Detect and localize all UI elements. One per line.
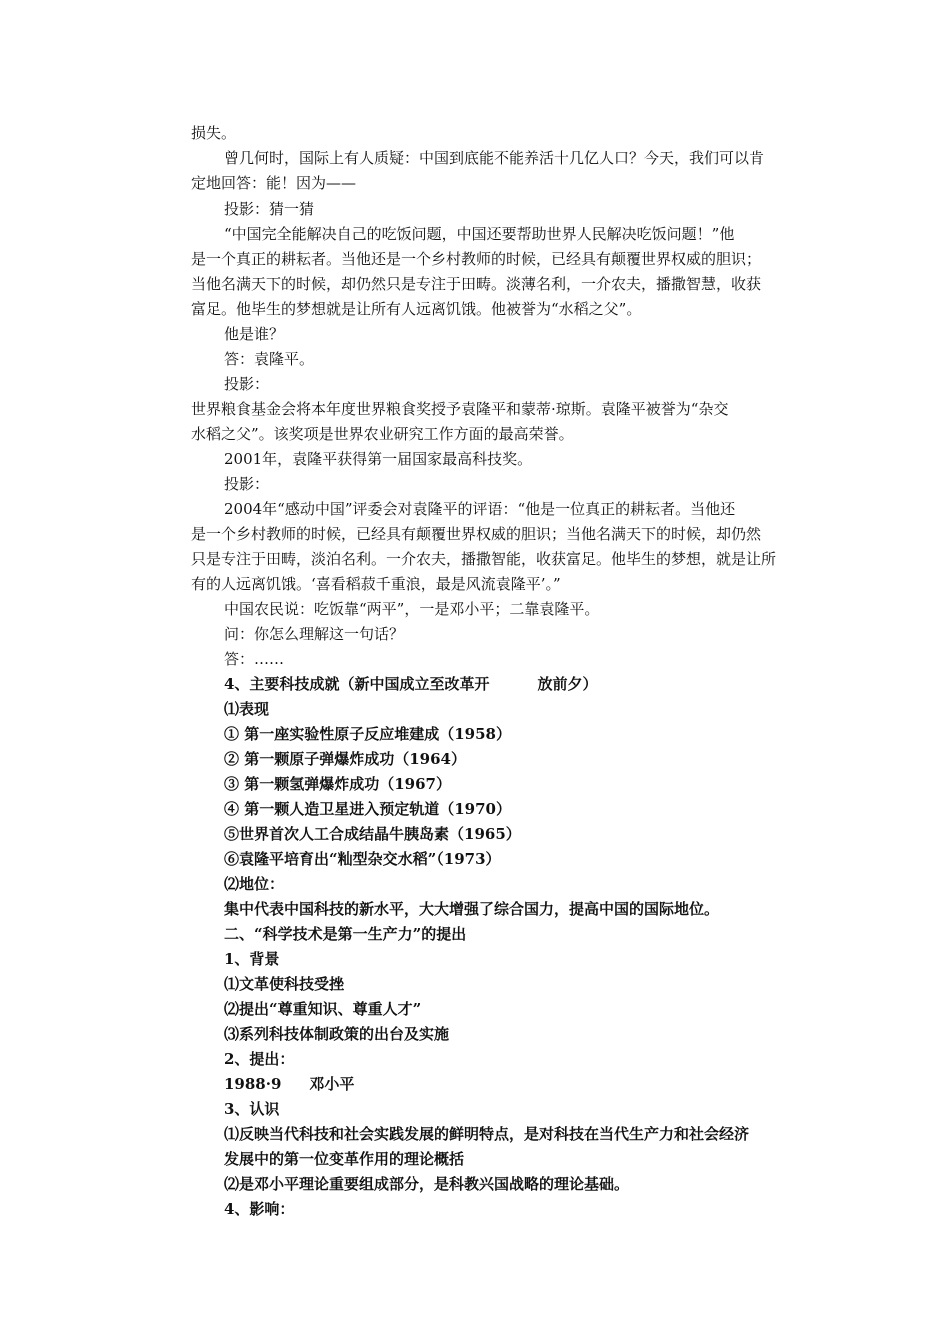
text-line: 当他名满天下的时候，却仍然只是专注于田畴。淡薄名利，一介农夫，播撒智慧，收获 bbox=[191, 275, 762, 293]
text-line: 投影： bbox=[224, 375, 270, 393]
section-heading: 2、提出： bbox=[224, 1050, 295, 1068]
list-item: ② 第一颗原子弹爆炸成功（1964） bbox=[224, 750, 466, 768]
text-line: 水稻之父”。该奖项是世界农业研究工作方面的最高荣誉。 bbox=[191, 425, 574, 443]
list-item: ⑤世界首次人工合成结晶牛胰岛素（1965） bbox=[224, 825, 521, 843]
text-line: 曾几何时，国际上有人质疑：中国到底能不能养活十几亿人口？今天，我们可以肯 bbox=[224, 149, 765, 167]
section-heading bbox=[224, 672, 844, 697]
proposal-date: 1988·9 bbox=[224, 1075, 282, 1093]
list-item: ④ 第一颗人造卫星进入预定轨道（1970） bbox=[224, 800, 511, 818]
text-line: 答：…… bbox=[224, 650, 285, 668]
sub-heading: ⑴表现 bbox=[224, 700, 270, 718]
section-heading-part: 放前夕） bbox=[537, 675, 598, 693]
text-line: 2001年，袁隆平获得第一届国家最高科技奖。 bbox=[224, 450, 533, 468]
text-line: 中国农民说：吃饭靠“两平”，一是邓小平；二靠袁隆平。 bbox=[224, 600, 600, 618]
part-heading: 二、“科学技术是第一生产力”的提出 bbox=[224, 925, 467, 943]
text-line: 发展中的第一位变革作用的理论概括 bbox=[224, 1150, 465, 1168]
text-line: 问：你怎么理解这一句话？ bbox=[224, 625, 405, 643]
sub-heading: ⑵地位： bbox=[224, 875, 285, 893]
text-line: 定地回答：能！因为—— bbox=[191, 174, 357, 192]
list-item: ⑶系列科技体制政策的出台及实施 bbox=[224, 1025, 450, 1043]
text-line: 2004年“感动中国”评委会对袁隆平的评语：“他是一位真正的耕耘者。当他还 bbox=[224, 500, 736, 518]
section-heading-part: 4、主要科技成就（新中国成立至改革开 bbox=[224, 675, 490, 693]
text-line: 有的人远离饥饿。‘喜看稻菽千重浪，最是风流袁隆平’。” bbox=[191, 575, 561, 593]
list-item: ① 第一座实验性原子反应堆建成（1958） bbox=[224, 725, 511, 743]
section-heading: 1、背景 bbox=[224, 950, 280, 968]
text-line: 投影： bbox=[224, 475, 270, 493]
section-heading: 4、影响： bbox=[224, 1200, 295, 1218]
text-line: 集中代表中国科技的新水平，大大增强了综合国力，提高中国的国际地位。 bbox=[224, 900, 720, 918]
section-heading: 3、认识 bbox=[224, 1100, 280, 1118]
text-line: 他是谁？ bbox=[224, 325, 285, 343]
text-line: ⑴反映当代科技和社会实践发展的鲜明特点，是对科技在当代生产力和社会经济 bbox=[224, 1125, 750, 1143]
text-line: 是一个乡村教师的时候，已经具有颠覆世界权威的胆识；当他名满天下的时候，却仍然 bbox=[191, 525, 762, 543]
text-line: 富足。他毕生的梦想就是让所有人远离饥饿。他被誉为“水稻之父”。 bbox=[191, 300, 642, 318]
text-line: 世界粮食基金会将本年度世界粮食奖授予袁隆平和蒙蒂·琼斯。袁隆平被誉为“杂交 bbox=[191, 400, 729, 418]
text-line: 投影：猜一猜 bbox=[224, 200, 315, 218]
text-line: 是一个真正的耕耘者。当他还是一个乡村教师的时候，已经具有颠覆世界权威的胆识； bbox=[191, 250, 762, 268]
text-line: ⑵是邓小平理论重要组成部分，是科教兴国战略的理论基础。 bbox=[224, 1175, 630, 1193]
text-line: 损失。 bbox=[191, 124, 237, 142]
list-item: ⑵提出“尊重知识、尊重人才” bbox=[224, 1000, 422, 1018]
list-item: ⑥袁隆平培育出“籼型杂交水稻”（1973） bbox=[224, 850, 501, 868]
list-item: ⑴文革使科技受挫 bbox=[224, 975, 345, 993]
proposal-person: 邓小平 bbox=[309, 1075, 355, 1093]
text-line: 只是专注于田畴，淡泊名利。一介农夫，播撒智能，收获富足。他毕生的梦想，就是让所 bbox=[191, 550, 777, 568]
text-line: 答：袁隆平。 bbox=[224, 350, 315, 368]
list-item: ③ 第一颗氢弹爆炸成功（1967） bbox=[224, 775, 451, 793]
text-line: “中国完全能解决自己的吃饭问题，中国还要帮助世界人民解决吃饭问题！”他 bbox=[224, 225, 735, 243]
text-line bbox=[224, 1072, 844, 1097]
